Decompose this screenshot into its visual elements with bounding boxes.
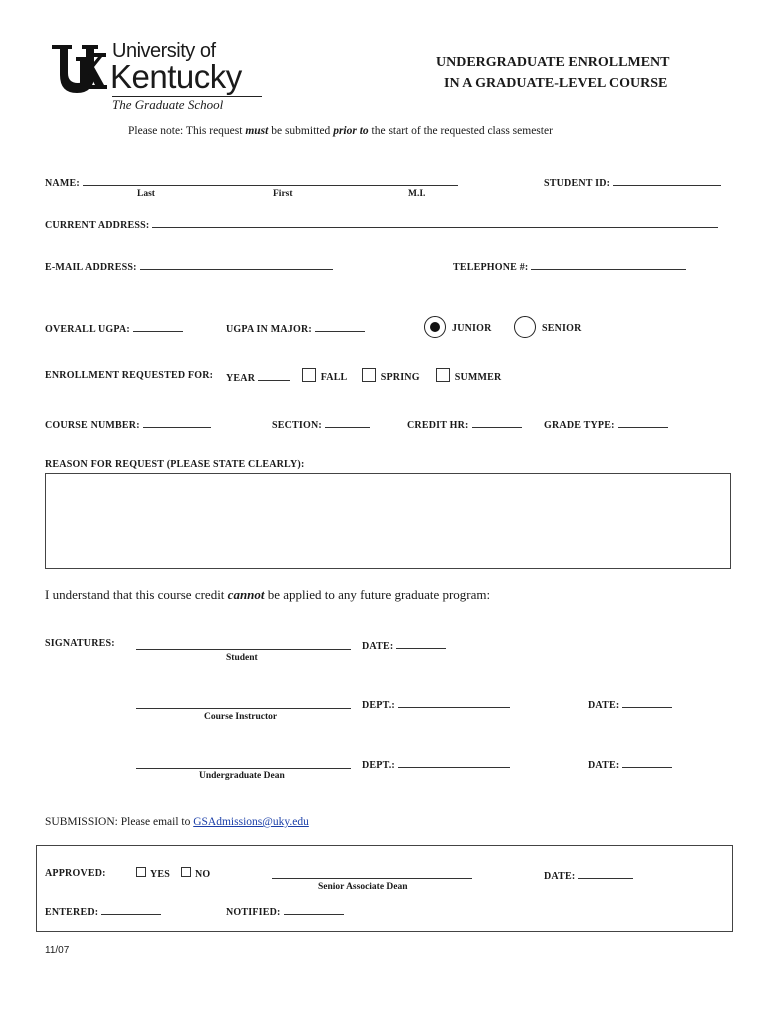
- office-date-field[interactable]: DATE:: [544, 868, 633, 882]
- student-caption: Student: [226, 653, 258, 663]
- dean-dept-field[interactable]: DEPT.:: [362, 757, 510, 771]
- junior-radio[interactable]: [424, 316, 492, 338]
- telephone-field[interactable]: TELEPHONE #:: [453, 259, 686, 273]
- submission-note: Please note: This request must be submitted prior to the start of the requested class semester: [128, 125, 553, 137]
- student-signature-line[interactable]: [136, 639, 351, 650]
- senior-dean-caption: Senior Associate Dean: [318, 882, 408, 892]
- logo-line1: University of: [112, 40, 216, 62]
- instructor-signature-line[interactable]: [136, 698, 351, 709]
- logo-line3: The Graduate School: [112, 97, 224, 112]
- senior-label: SENIOR: [542, 322, 582, 334]
- instructor-dept-field[interactable]: DEPT.:: [362, 697, 510, 711]
- overall-ugpa-field[interactable]: OVERALL UGPA:: [45, 321, 183, 335]
- fall-checkbox-box[interactable]: [302, 368, 316, 382]
- name-field[interactable]: NAME:: [45, 175, 458, 189]
- yes-checkbox-box[interactable]: [136, 867, 146, 877]
- name-last-caption: Last: [137, 189, 155, 199]
- name-mi-caption: M.I.: [408, 189, 426, 199]
- enrollment-label: ENROLLMENT REQUESTED FOR:: [45, 370, 214, 381]
- email-field[interactable]: E-MAIL ADDRESS:: [45, 259, 333, 273]
- course-number-field[interactable]: COURSE NUMBER:: [45, 417, 211, 431]
- uk-logo: [50, 40, 265, 115]
- instructor-date-field[interactable]: DATE:: [588, 697, 672, 711]
- instructor-caption: Course Instructor: [204, 712, 278, 722]
- uk-logo-mark: [50, 43, 108, 99]
- credit-hr-field[interactable]: CREDIT HR:: [407, 417, 522, 431]
- reason-textarea[interactable]: [45, 473, 731, 569]
- summer-checkbox-box[interactable]: [436, 368, 450, 382]
- form-title-line1: UNDERGRADUATE ENROLLMENT: [436, 55, 670, 70]
- senior-radio-circle[interactable]: [514, 316, 536, 338]
- logo-line2: Kentucky: [110, 58, 242, 95]
- revision-date: 11/07: [45, 945, 70, 956]
- entered-field[interactable]: ENTERED:: [45, 904, 161, 918]
- no-checkbox-box[interactable]: [181, 867, 191, 877]
- notified-field[interactable]: NOTIFIED:: [226, 904, 344, 918]
- reason-label: REASON FOR REQUEST (PLEASE STATE CLEARLY):: [45, 459, 305, 470]
- senior-radio[interactable]: [514, 316, 582, 338]
- dean-date-field[interactable]: DATE:: [588, 757, 672, 771]
- ugpa-major-field[interactable]: UGPA IN MAJOR:: [226, 321, 365, 335]
- approved-no-checkbox[interactable]: NO: [181, 867, 210, 880]
- fall-checkbox[interactable]: FALL: [302, 368, 347, 383]
- approved-label: APPROVED:: [45, 868, 106, 879]
- understand-statement: I understand that this course credit cannot be applied to any future graduate program:: [45, 587, 491, 602]
- junior-radio-circle[interactable]: [424, 316, 446, 338]
- form-title-line2: IN A GRADUATE-LEVEL COURSE: [444, 76, 668, 91]
- signatures-label: SIGNATURES:: [45, 638, 115, 649]
- name-first-caption: First: [273, 189, 293, 199]
- submission-line: SUBMISSION: Please email to GSAdmissions@uky.edu: [45, 816, 309, 828]
- current-address-field[interactable]: CURRENT ADDRESS:: [45, 217, 718, 231]
- dean-signature-line[interactable]: [136, 758, 351, 769]
- student-date-field[interactable]: DATE:: [362, 638, 446, 652]
- submission-email-link[interactable]: GSAdmissions@uky.edu: [193, 816, 309, 828]
- spring-checkbox-box[interactable]: [362, 368, 376, 382]
- junior-label: JUNIOR: [452, 322, 492, 334]
- approved-yes-checkbox[interactable]: YES: [136, 867, 170, 880]
- summer-checkbox[interactable]: SUMMER: [436, 368, 501, 383]
- grade-type-field[interactable]: GRADE TYPE:: [544, 417, 668, 431]
- year-field[interactable]: YEAR: [226, 370, 290, 384]
- student-id-field[interactable]: STUDENT ID:: [544, 175, 721, 189]
- dean-caption: Undergraduate Dean: [199, 771, 285, 781]
- spring-checkbox[interactable]: SPRING: [362, 368, 420, 383]
- senior-dean-signature-line[interactable]: [272, 868, 472, 879]
- section-field[interactable]: SECTION:: [272, 417, 370, 431]
